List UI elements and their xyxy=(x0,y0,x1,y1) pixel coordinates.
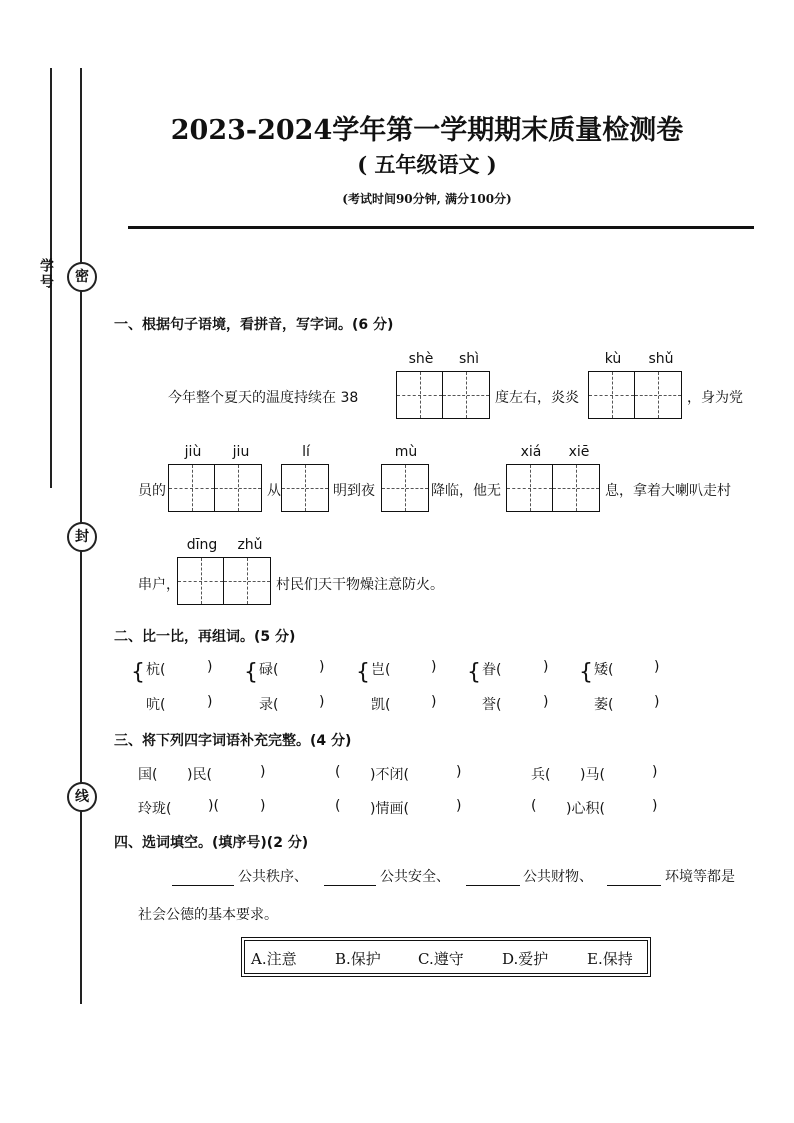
q4-heading: 四、选词填空。(填序号)(2 分) xyxy=(114,835,309,851)
q3-r1-c3: ) xyxy=(652,764,658,780)
q2-close: ) xyxy=(319,659,325,675)
answer-grid-mu[interactable] xyxy=(381,464,429,512)
q3-r1-a3: ) xyxy=(260,764,266,780)
q2-close: ) xyxy=(431,694,437,710)
q2-close: ) xyxy=(543,659,549,675)
pinyin-xia: xiá xyxy=(520,444,542,460)
q3-r2-b2: )情画( xyxy=(370,801,409,817)
q4-text-1: 公共秩序、 xyxy=(238,869,308,885)
header-rule xyxy=(128,226,754,229)
q4-text-2: 公共安全、 xyxy=(380,869,450,885)
q3-r1-b1: ( xyxy=(335,764,341,780)
answer-grid-sheshi[interactable] xyxy=(396,371,490,419)
q3-r2-a3: ) xyxy=(260,798,266,814)
q2-word-ai: 矮( xyxy=(594,662,614,678)
q1-text-3: ，身为党 xyxy=(687,390,743,406)
pinyin-shi: shì xyxy=(458,351,480,367)
brace-2: { xyxy=(244,660,258,685)
answer-grid-dingzhu[interactable] xyxy=(177,557,271,605)
q3-r2-c2: )心积( xyxy=(566,801,605,817)
q2-word-lu: 碌( xyxy=(259,662,279,678)
q2-word-wei: 萎( xyxy=(594,697,614,713)
fill-blank-3[interactable] xyxy=(466,867,520,886)
pinyin-shu: shǔ xyxy=(648,351,674,367)
q2-word-hang: 杭( xyxy=(146,662,166,678)
pinyin-ku: kù xyxy=(604,351,622,367)
q1-heading: 一、根据句子语境，看拼音，写字词。(6 分) xyxy=(114,317,394,333)
pinyin-li: lí xyxy=(302,444,310,460)
q2-close: ) xyxy=(543,694,549,710)
q2-heading: 二、比一比，再组词。(5 分) xyxy=(114,629,296,645)
q3-r2-a2: )( xyxy=(208,798,219,814)
option-b: B.保护 xyxy=(335,950,381,968)
q1-text-5: 从 xyxy=(267,483,281,499)
q2-close: ) xyxy=(431,659,437,675)
fill-blank-4[interactable] xyxy=(607,867,661,886)
q2-close: ) xyxy=(207,694,213,710)
q2-word-juan: 眷( xyxy=(482,662,502,678)
q2-close: ) xyxy=(207,659,213,675)
q2-close: ) xyxy=(319,694,325,710)
q3-r1-b3: ) xyxy=(456,764,462,780)
exam-subtitle: ( 五年级语文 ) xyxy=(357,152,497,177)
q1-text-7: 降临，他无 xyxy=(431,483,501,499)
fill-blank-2[interactable] xyxy=(324,867,376,886)
q3-r2-b3: ) xyxy=(456,798,462,814)
option-a: A.注意 xyxy=(251,950,297,968)
pinyin-ding: dīng xyxy=(186,537,218,553)
q1-text-6: 明到夜 xyxy=(333,483,375,499)
option-c: C.遵守 xyxy=(418,950,464,968)
q3-r1-c2: )马( xyxy=(580,767,605,783)
pinyin-xie: xiē xyxy=(568,444,590,460)
q4-line2: 社会公德的基本要求。 xyxy=(138,907,278,923)
q3-heading: 三、将下列四字词语补充完整。(4 分) xyxy=(114,733,352,749)
pinyin-jiu: jiù xyxy=(184,444,202,460)
q2-word-lu2: 录( xyxy=(259,697,279,713)
q3-r2-c1: ( xyxy=(531,798,537,814)
q4-text-3: 公共财物、 xyxy=(523,869,593,885)
q2-word-yu: 誉( xyxy=(482,697,502,713)
q4-text-4: 环境等都是 xyxy=(665,869,735,885)
seal-mi-circle: 密 xyxy=(67,262,97,292)
q3-r2-c3: ) xyxy=(652,798,658,814)
exam-note: (考试时间90分钟, 满分100分) xyxy=(342,192,512,206)
pinyin-zhu: zhǔ xyxy=(237,537,263,553)
q3-r2-a1: 玲珑( xyxy=(138,801,172,817)
answer-grid-xiaxie[interactable] xyxy=(506,464,600,512)
exam-title: 2023-2024学年第一学期期末质量检测卷 xyxy=(170,115,684,146)
answer-grid-jiujiu[interactable] xyxy=(168,464,262,512)
seal-feng-circle: 封 xyxy=(67,522,97,552)
brace-3: { xyxy=(356,660,370,685)
student-id-label: 学号 xyxy=(38,258,54,290)
q2-word-keng: 吭( xyxy=(146,697,166,713)
q1-text-10: 村民们天干物燥注意防火。 xyxy=(276,577,444,593)
fill-blank-1[interactable] xyxy=(172,867,234,886)
option-d: D.爱护 xyxy=(502,950,549,968)
seal-xian-circle: 线 xyxy=(67,782,97,812)
q2-close: ) xyxy=(654,659,660,675)
pinyin-she: shè xyxy=(408,351,434,367)
q1-text-4: 员的 xyxy=(138,483,166,499)
q1-text-2: 度左右，炎炎 xyxy=(495,390,579,406)
brace-4: { xyxy=(467,660,481,685)
answer-grid-kushu[interactable] xyxy=(588,371,682,419)
q1-text-1: 今年整个夏天的温度持续在 38 xyxy=(168,390,359,406)
q2-word-kai: 凯( xyxy=(371,697,391,713)
q1-text-8: 息，拿着大喇叭走村 xyxy=(605,483,731,499)
brace-5: { xyxy=(579,660,593,685)
answer-grid-li[interactable] xyxy=(281,464,329,512)
option-e: E.保持 xyxy=(587,950,633,968)
q3-r1-c1: 兵( xyxy=(531,767,551,783)
pinyin-mu: mù xyxy=(394,444,418,460)
q2-word-qi: 岂( xyxy=(371,662,391,678)
q3-r1-b2: )不闭( xyxy=(370,767,409,783)
q3-r1-a1: 国( xyxy=(138,767,158,783)
q2-close: ) xyxy=(654,694,660,710)
q3-r1-a2: )民( xyxy=(187,767,212,783)
q1-text-9: 串户， xyxy=(138,577,180,593)
brace-1: { xyxy=(131,660,145,685)
q3-r2-b1: ( xyxy=(335,798,341,814)
pinyin-jiu-neutral: jiu xyxy=(232,444,250,460)
